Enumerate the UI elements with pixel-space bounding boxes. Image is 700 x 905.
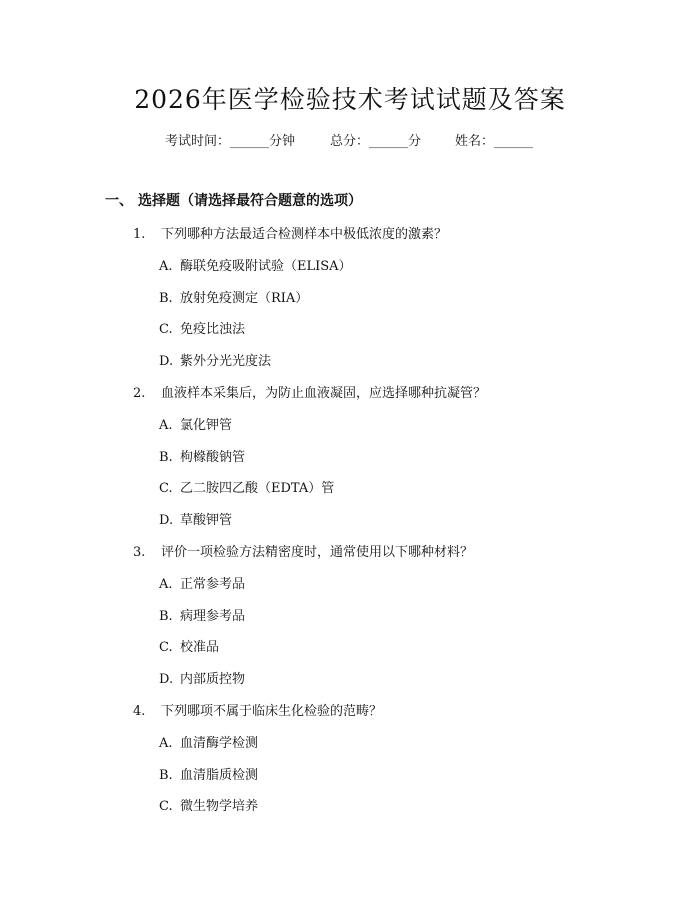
option-letter: A. xyxy=(159,736,173,751)
option-text: 血清酶学检测 xyxy=(180,736,259,751)
option-letter: A. xyxy=(159,418,173,433)
section-number: 一、 xyxy=(105,193,133,209)
question-3-option xyxy=(159,636,219,655)
question-1-option xyxy=(159,350,271,369)
option-text: 枸橼酸钠管 xyxy=(180,449,246,465)
question-3 xyxy=(133,541,473,560)
question-4-option xyxy=(159,732,258,751)
question-text: 下列哪项不属于临床生化检验的范畴？ xyxy=(161,704,383,719)
option-text: 微生物学培养 xyxy=(180,799,259,815)
option-text: 内部质控物 xyxy=(180,672,246,688)
exam-time-field: 考试时间：______分钟 xyxy=(165,134,296,149)
page-title: 2026年医学检验技术考试试题及答案 xyxy=(134,85,566,114)
question-2-option xyxy=(159,509,232,528)
option-text: 校准品 xyxy=(180,640,220,656)
option-letter: C. xyxy=(159,322,173,338)
option-letter: D. xyxy=(159,354,174,370)
option-text: 紫外分光光度法 xyxy=(180,354,272,370)
question-text: 血液样本采集后，为防止血液凝固，应选择哪种抗凝管？ xyxy=(161,386,487,401)
section-heading xyxy=(105,190,362,210)
question-number: 2. xyxy=(133,386,146,401)
question-4-option xyxy=(159,795,258,814)
question-3-option xyxy=(159,668,245,687)
option-letter: B. xyxy=(159,608,173,624)
question-2-option xyxy=(159,477,334,496)
question-3-option xyxy=(159,573,245,592)
option-letter: B. xyxy=(159,290,173,306)
option-letter: D. xyxy=(159,672,174,688)
student-name-field: 姓名：______ xyxy=(455,134,534,149)
question-1-option xyxy=(159,255,352,274)
option-text: 酶联免疫吸附试验（ELISA） xyxy=(180,259,352,274)
option-text: 正常参考品 xyxy=(180,577,246,592)
question-number: 3. xyxy=(133,545,146,560)
question-number: 1. xyxy=(133,227,146,242)
question-text: 评价一项检验方法精密度时，通常使用以下哪种材料？ xyxy=(161,545,474,560)
question-number: 4. xyxy=(133,704,146,719)
option-letter: A. xyxy=(159,577,173,592)
question-4-option xyxy=(159,764,258,783)
question-text: 下列哪种方法最适合检测样本中极低浓度的激素？ xyxy=(161,227,448,242)
option-text: 氯化钾管 xyxy=(180,418,233,433)
question-1-option xyxy=(159,287,308,306)
question-3-option xyxy=(159,605,245,624)
option-text: 草酸钾管 xyxy=(180,513,233,529)
option-text: 乙二胺四乙酸（EDTA）管 xyxy=(180,481,335,497)
option-letter: B. xyxy=(159,449,173,465)
total-score-field: 总分：______分 xyxy=(330,134,422,149)
option-letter: C. xyxy=(159,799,173,815)
option-letter: A. xyxy=(159,259,173,274)
option-text: 病理参考品 xyxy=(180,608,246,624)
question-2-option xyxy=(159,414,232,433)
option-letter: C. xyxy=(159,640,173,656)
option-letter: D. xyxy=(159,513,174,529)
option-text: 放射免疫测定（RIA） xyxy=(180,290,309,306)
section-title: 选择题（请选择最符合题意的选项） xyxy=(138,193,362,209)
option-text: 血清脂质检测 xyxy=(180,767,259,783)
option-letter: C. xyxy=(159,481,173,497)
question-1 xyxy=(133,223,447,242)
question-2-option xyxy=(159,446,245,465)
question-1-option xyxy=(159,318,245,337)
option-text: 免疫比浊法 xyxy=(180,322,246,338)
question-4 xyxy=(133,700,382,719)
option-letter: B. xyxy=(159,767,173,783)
question-2 xyxy=(133,382,486,401)
